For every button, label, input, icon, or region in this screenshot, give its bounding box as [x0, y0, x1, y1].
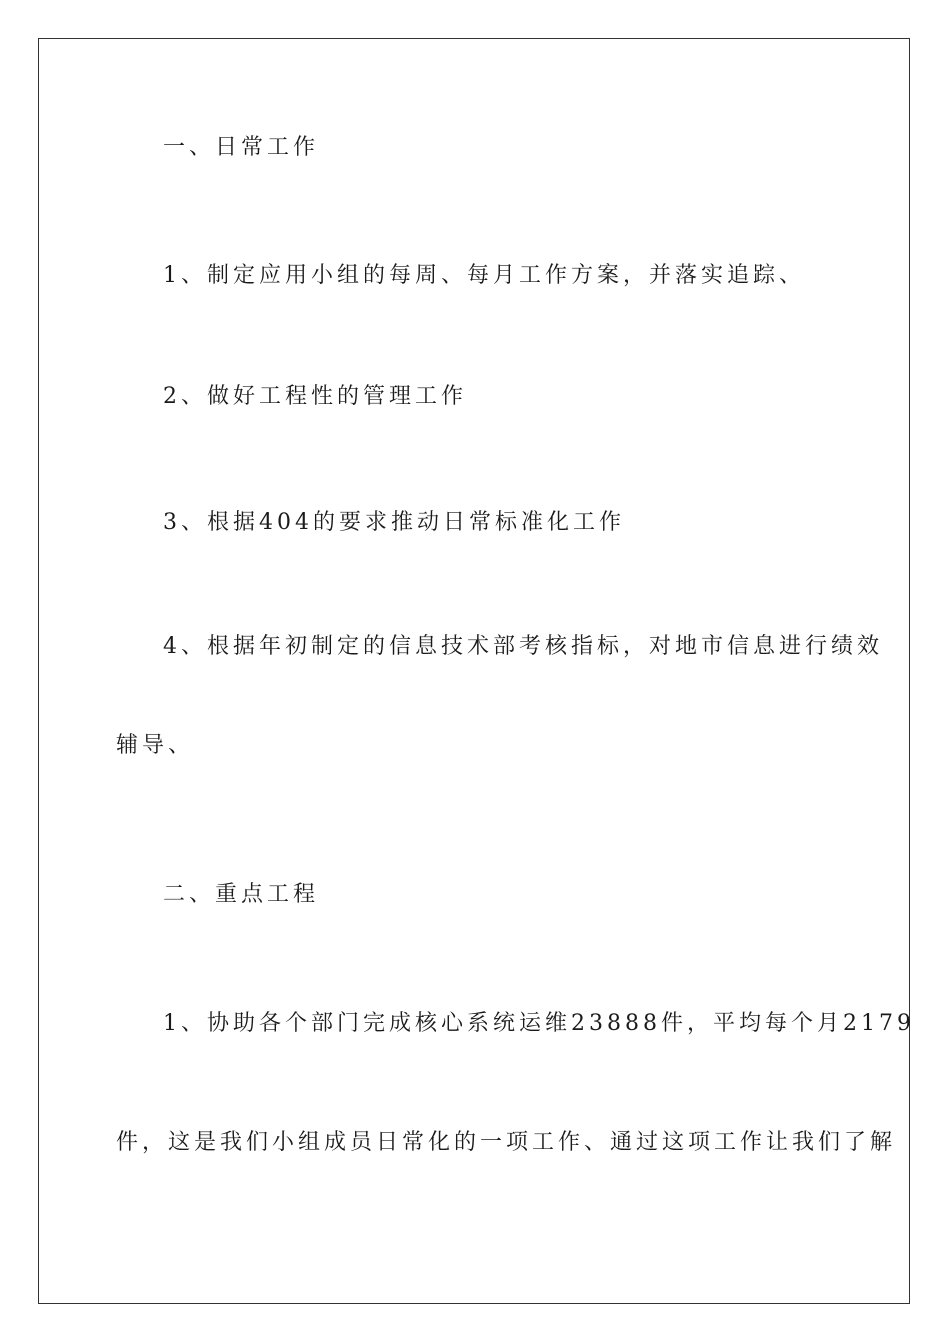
paragraph-line: 1、协助各个部门完成核心系统运维23888件，平均每个月2179	[163, 1011, 915, 1036]
paragraph-line: 3、根据404的要求推动日常标准化工作	[163, 510, 625, 535]
paragraph-line: 件，这是我们小组成员日常化的一项工作、通过这项工作让我们了解	[116, 1130, 897, 1155]
page-border	[38, 38, 910, 1304]
section-heading-key-projects: 二、重点工程	[163, 882, 320, 907]
paragraph-line: 1、制定应用小组的每周、每月工作方案，并落实追踪、	[163, 263, 805, 288]
section-heading-daily-work: 一、日常工作	[163, 135, 320, 160]
paragraph-line: 辅导、	[116, 733, 195, 758]
paragraph-line: 2、做好工程性的管理工作	[163, 384, 467, 409]
paragraph-line: 4、根据年初制定的信息技术部考核指标，对地市信息进行绩效	[163, 634, 883, 659]
